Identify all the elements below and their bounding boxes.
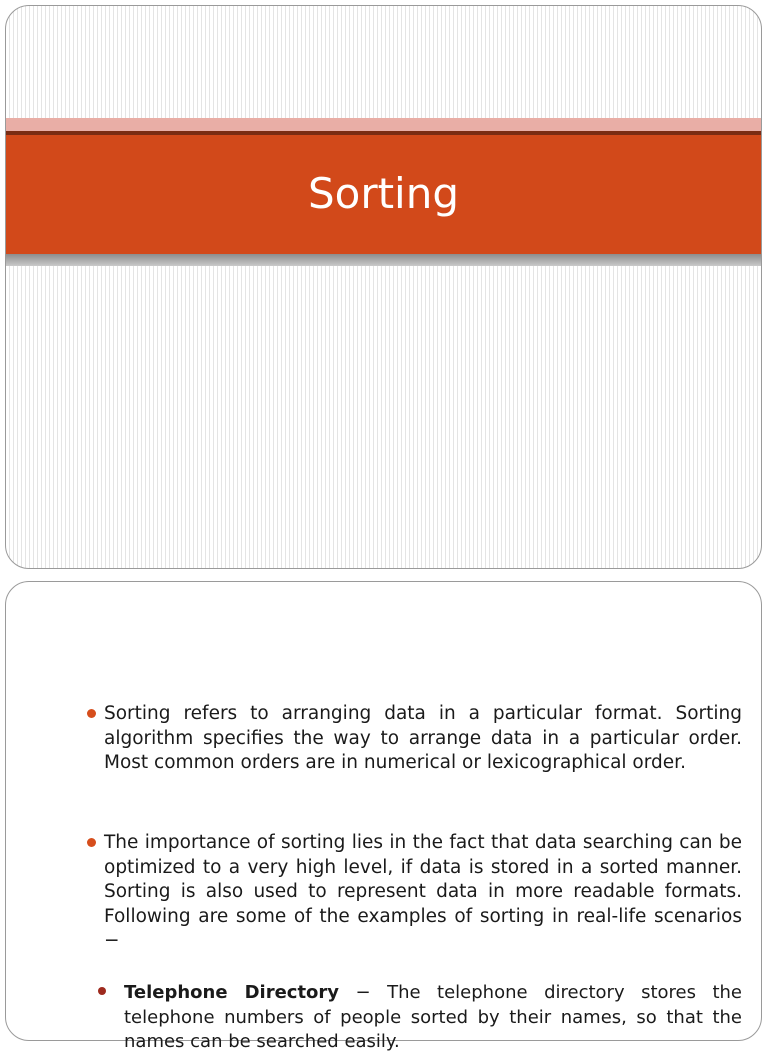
bullet-dot-icon <box>87 709 96 718</box>
sub-bullet-item <box>124 981 742 1055</box>
title-band-shadow <box>6 254 761 266</box>
title-accent-strip <box>6 118 761 131</box>
bullet-item <box>104 702 742 776</box>
bullet-text: Sorting refers to arranging data in a particular format. Sorting algorithm specifies the way to arrange data in a particular order. Most common orders are in numerical or lexicographical order. <box>104 703 742 773</box>
content-slide <box>5 581 762 1052</box>
slide-title: Sorting <box>307 169 460 218</box>
bullet-dot-icon <box>87 838 96 847</box>
title-band <box>6 131 761 254</box>
sub-bullet-dot-icon <box>98 987 106 995</box>
title-slide <box>5 5 762 569</box>
bullet-item <box>104 831 742 954</box>
sub-bullet-text: − The telephone directory stores the telephone numbers of people sorted by their names, so that the names can be searched easily. <box>124 982 742 1052</box>
sub-bullet-term: Telephone Directory <box>124 982 340 1003</box>
bullet-text: The importance of sorting lies in the fact that data searching can be optimized to a very high level, if data is stored in a sorted manner. Sorting is also used to represent data in more readable formats. Following are some of the examples of sorting in real-life scenarios − <box>104 832 742 951</box>
